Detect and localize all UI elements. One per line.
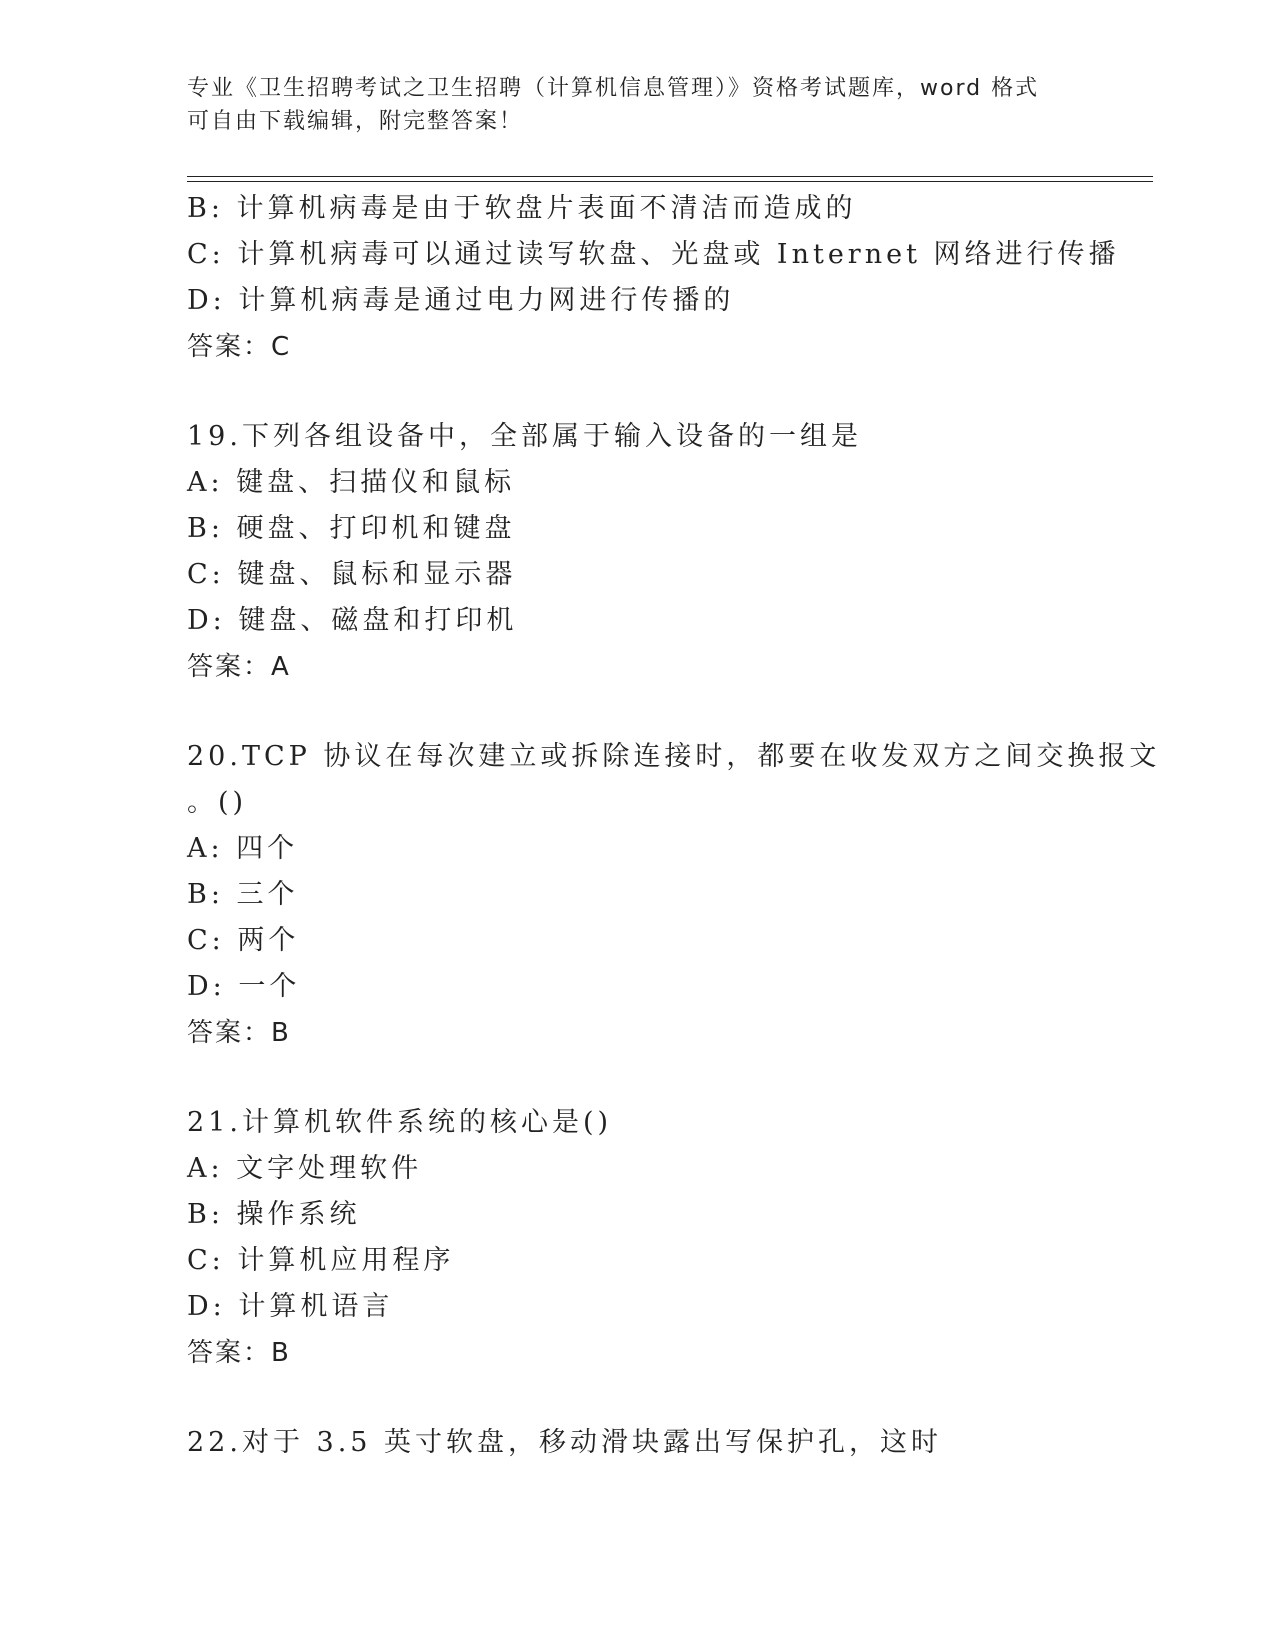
option-d: D: 计算机病毒是通过电力网进行传播的	[187, 285, 735, 316]
header-divider-bottom	[187, 181, 1153, 182]
option-b: B: 操作系统	[187, 1199, 361, 1230]
answer: 答案：A	[187, 652, 291, 682]
question-text: 22.对于 3.5 英寸软盘，移动滑块露出写保护孔，这时	[187, 1427, 943, 1458]
document-header	[187, 72, 1067, 138]
option-d: D: 键盘、磁盘和打印机	[187, 605, 518, 636]
option-d: D: 计算机语言	[187, 1291, 394, 1322]
option-c: C: 两个	[187, 925, 300, 956]
option-b: B: 三个	[187, 879, 299, 910]
option-c: C: 计算机病毒可以通过读写软盘、光盘或 Internet 网络进行传播	[187, 239, 1120, 270]
spacer	[187, 370, 1087, 414]
option-b: B: 计算机病毒是由于软盘片表面不清洁而造成的	[187, 193, 857, 224]
option-a: A: 文字处理软件	[187, 1153, 423, 1184]
question-19	[187, 414, 1087, 690]
question-20	[187, 734, 1161, 1056]
header-line-1: 专业《卫生招聘考试之卫生招聘（计算机信息管理）》资格考试题库，word 格式	[187, 76, 1040, 101]
question-text: 20.TCP 协议在每次建立或拆除连接时，都要在收发双方之间交换报文	[187, 741, 1161, 772]
option-a: A: 键盘、扫描仪和鼠标	[187, 467, 516, 498]
answer: 答案：B	[187, 1338, 291, 1368]
question-text: 19.下列各组设备中，全部属于输入设备的一组是	[187, 421, 862, 452]
answer: 答案：B	[187, 1018, 291, 1048]
option-b: B: 硬盘、打印机和键盘	[187, 513, 516, 544]
question-18	[187, 186, 1120, 370]
option-c: C: 键盘、鼠标和显示器	[187, 559, 517, 590]
option-d: D: 一个	[187, 971, 301, 1002]
header-divider-top	[187, 176, 1153, 177]
question-text-continued: 。()	[187, 787, 248, 818]
option-c: C: 计算机应用程序	[187, 1245, 455, 1276]
option-a: A: 四个	[187, 833, 299, 864]
question-21	[187, 1100, 1087, 1376]
spacer	[187, 1376, 1087, 1420]
question-text: 21.计算机软件系统的核心是()	[187, 1107, 613, 1138]
question-22	[187, 1420, 1087, 1466]
spacer	[187, 690, 1087, 734]
question-list	[187, 186, 1161, 1466]
answer: 答案：C	[187, 332, 292, 362]
header-line-2: 可自由下载编辑，附完整答案！	[187, 109, 524, 134]
spacer	[187, 1056, 1087, 1100]
